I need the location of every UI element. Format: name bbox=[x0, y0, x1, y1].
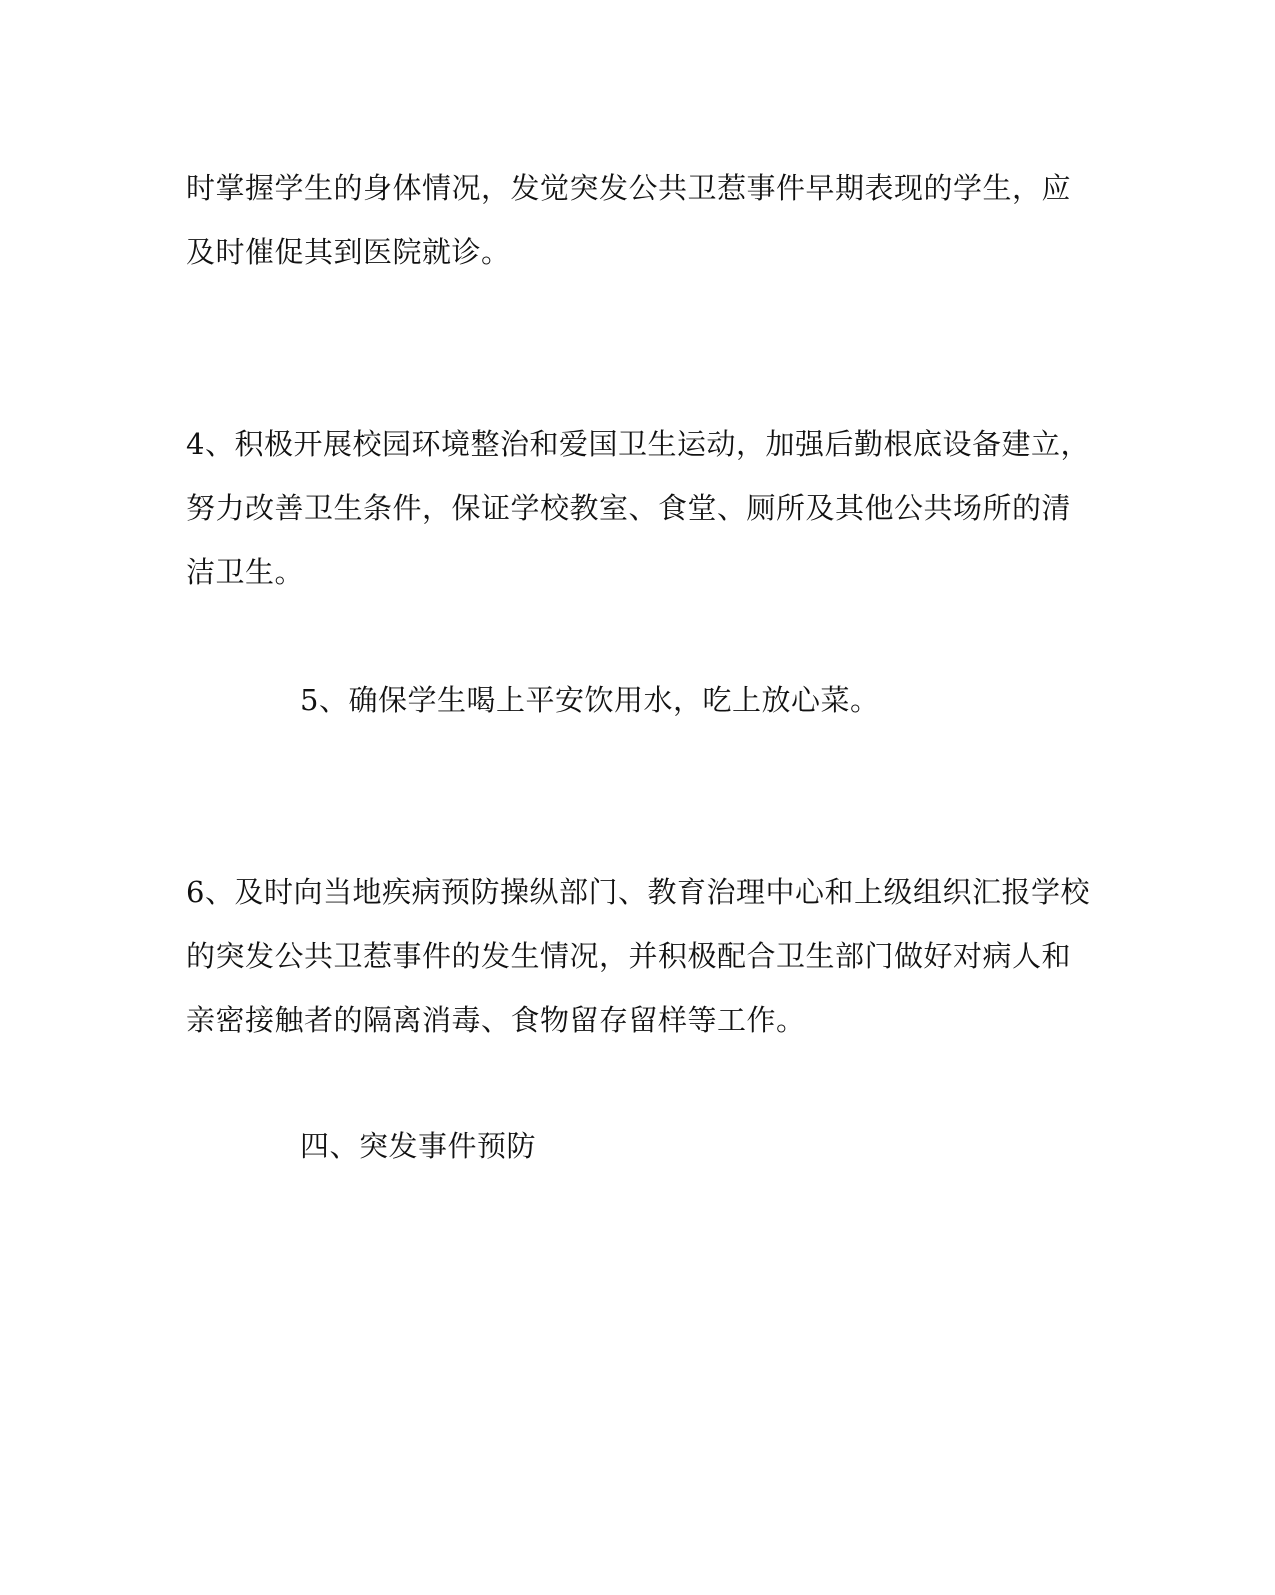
paragraph-4-line-1: 4、积极开展校园环境整治和爱国卫生运动，加强后勤根底设备建立， bbox=[186, 427, 1090, 461]
paragraph-6-line-3: 亲密接触者的隔离消毒、食物留存留样等工作。 bbox=[186, 1003, 806, 1037]
paragraph-3-line-2: 及时催促其到医院就诊。 bbox=[186, 235, 511, 269]
paragraph-3-line-1: 时掌握学生的身体情况，发觉突发公共卫惹事件早期表现的学生，应 bbox=[186, 171, 1072, 205]
paragraph-6-line-1: 6、及时向当地疾病预防操纵部门、教育治理中心和上级组织汇报学校 bbox=[186, 875, 1090, 909]
paragraph-4-line-2: 努力改善卫生条件，保证学校教室、食堂、厕所及其他公共场所的清 bbox=[186, 491, 1072, 525]
paragraph-5: 5、确保学生喝上平安饮用水，吃上放心菜。 bbox=[300, 683, 880, 717]
section-heading: 四、突发事件预防 bbox=[300, 1129, 537, 1163]
paragraph-6-line-2: 的突发公共卫惹事件的发生情况，并积极配合卫生部门做好对病人和 bbox=[186, 939, 1072, 973]
paragraph-4-line-3: 洁卫生。 bbox=[186, 555, 305, 589]
